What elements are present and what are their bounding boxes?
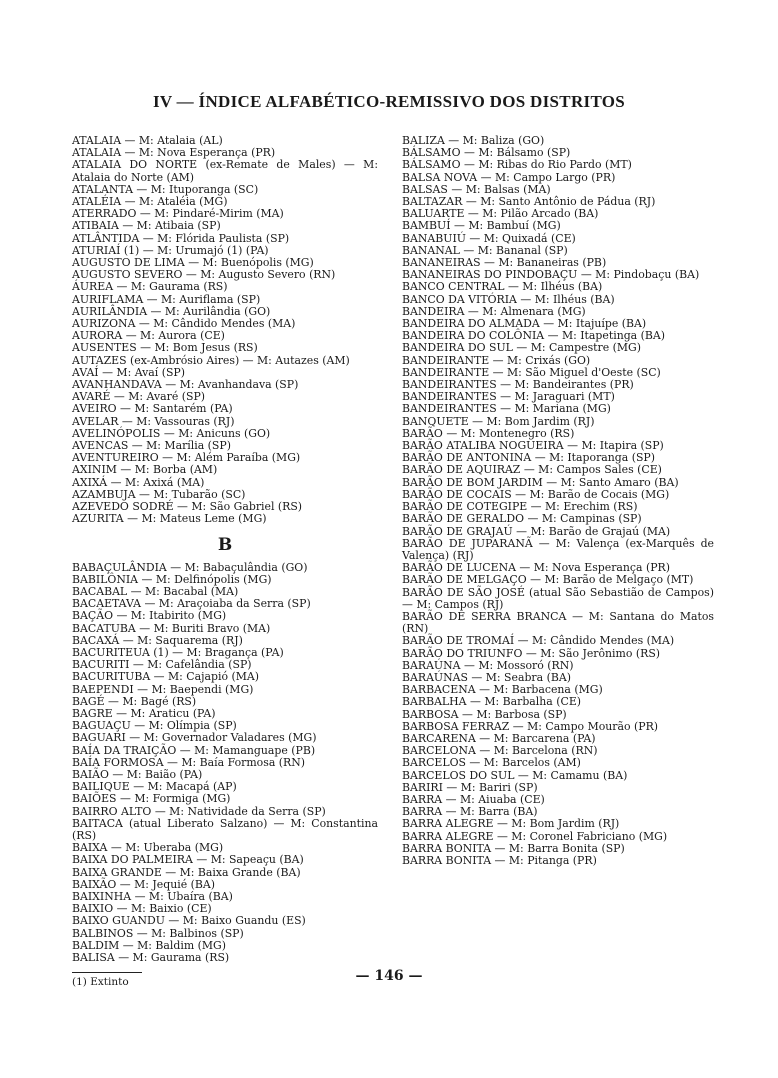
section-letter-b: B [217, 534, 233, 555]
index-entry: BARBOSA — M: Barbosa (SP) [402, 707, 567, 721]
index-entry: BANDEIRA — M: Almenara (MG) [402, 304, 586, 318]
index-entry: BANCO DA VITÓRIA — M: Ilhéus (BA) [402, 292, 615, 306]
index-entry: AURILÂNDIA — M: Aurilândia (GO) [72, 304, 271, 318]
index-entry: BACURITI — M: Cafelândia (SP) [72, 658, 252, 672]
index-entry: BABILÔNIA — M: Delfinópolis (MG) [72, 572, 272, 586]
index-entry: BAITACA (atual Liberato Salzano) — M: Constantina (RS) [72, 816, 378, 842]
index-entry: BARBALHA — M: Barbalha (CE) [402, 695, 582, 709]
index-entry: BAIXA — M: Uberaba (MG) [72, 841, 224, 855]
index-entry: BACATUBA — M: Buriti Bravo (MA) [72, 621, 271, 635]
index-entry: BANDEIRANTES — M: Mariana (MG) [402, 402, 611, 416]
index-entry: AUSENTES — M: Bom Jesus (RS) [72, 341, 258, 355]
index-entry: AVENCAS — M: Marília (SP) [72, 439, 231, 453]
index-entry: AUGUSTO SEVERO — M: Augusto Severo (RN) [72, 268, 336, 282]
index-entry: BARAÚNAS — M: Seabra (BA) [402, 670, 571, 684]
index-entry: BÁLSAMO — M: Bálsamo (SP) [402, 146, 571, 160]
index-entry: AVEIRO — M: Santarém (PA) [72, 402, 233, 416]
index-entry: BAIÃO — M: Baião (PA) [72, 767, 203, 781]
index-entry: AZEVEDO SODRÉ — M: São Gabriel (RS) [72, 500, 303, 514]
index-entry: BALISA — M: Gaurama (RS) [72, 951, 230, 964]
index-entry: BANCO CENTRAL — M: Ilhéus (BA) [402, 280, 603, 294]
index-entry: BARRA BONITA — M: Pitanga (PR) [402, 853, 597, 867]
index-entry: BACAXÁ — M: Saquarema (RJ) [72, 633, 243, 647]
index-entry: AURORA — M: Aurora (CE) [72, 329, 225, 343]
index-entry: BALTAZAR — M: Santo Antônio de Pádua (RJ) [402, 195, 656, 209]
index-entry: ATALANTA — M: Ituporanga (SC) [72, 182, 259, 196]
index-entry: BALIZA — M: Baliza (GO) [402, 134, 545, 147]
index-entry: BARÃO DE LUCENA — M: Nova Esperança (PR) [402, 561, 670, 575]
index-entry: BANDEIRA DO ALMADA — M: Itajuípe (BA) [402, 317, 647, 331]
index-entry: ATIBAIA — M: Atibaia (SP) [72, 219, 221, 233]
index-entry: ATURIAÍ (1) — M: Urumajó (1) (PA) [72, 243, 269, 257]
index-entry: BANDEIRA DO SUL — M: Campestre (MG) [402, 341, 641, 355]
index-entry: AURIZONA — M: Cândido Mendes (MA) [72, 317, 296, 331]
index-entry: BARÃO DE SÃO JOSÉ (atual São Sebastião de Campos) — M: Campos (RJ) [402, 585, 714, 611]
index-entry: BAIÕES — M: Formiga (MG) [72, 792, 231, 806]
index-entry: BARCELOS — M: Barcelos (AM) [402, 756, 581, 770]
index-entry: BAIXINHA — M: Ubaíra (BA) [72, 889, 233, 903]
index-entry: BAÇÃO — M: Itabirito (MG) [72, 609, 227, 623]
index-entry: BARRA — M: Barra (BA) [402, 805, 538, 819]
index-entry: BARÃO DE SERRA BRANCA — M: Santana do Matos (RN) [402, 609, 714, 636]
index-entry: AUGUSTO DE LIMA — M: Buenópolis (MG) [72, 256, 314, 270]
index-entry: AURIFLAMA — M: Auriflama (SP) [72, 292, 261, 306]
index-entry: BAIXO GUANDU — M: Baixo Guandu (ES) [72, 914, 306, 928]
index-entry: BALSAS — M: Balsas (MA) [402, 182, 551, 196]
index-entry: BARCELONA — M: Barcelona (RN) [402, 744, 598, 758]
index-entry: BALDIM — M: Baldim (MG) [72, 938, 226, 952]
index-entry: BARCELOS DO SUL — M: Camamu (BA) [402, 768, 628, 782]
index-entry: BÁLSAMO — M: Ribas do Rio Pardo (MT) [402, 158, 632, 172]
index-entry: BAGRE — M: Araticu (PA) [72, 706, 216, 720]
index-entry: AXINIM — M: Borba (AM) [72, 463, 218, 477]
footnote: (1) Extinto [72, 976, 129, 989]
index-entry: BANANEIRAS DO PINDOBAÇU — M: Pindobaçu (BA) [402, 268, 700, 282]
index-entry: BARRA — M: Aiuaba (CE) [402, 792, 545, 806]
index-entry: BANDEIRANTE — M: São Miguel d'Oeste (SC) [402, 365, 661, 379]
entries-right-list [402, 135, 714, 867]
index-entry: BAIXÃO — M: Jequié (BA) [72, 877, 215, 891]
index-entry: BAIRRO ALTO — M: Natividade da Serra (SP) [72, 804, 326, 818]
index-entry: ATALAIA — M: Atalaia (AL) [72, 134, 223, 147]
index-entry: BARÃO DE MELGAÇO — M: Barão de Melgaço (MT) [402, 573, 694, 587]
index-entry: BALSA NOVA — M: Campo Largo (PR) [402, 170, 616, 184]
index-entry: BANDEIRANTE — M: Crixás (GO) [402, 353, 591, 367]
index-entry: AVAÍ — M: Avaí (SP) [72, 365, 186, 379]
index-entry: BARÃO ATALIBA NOGUEIRA — M: Itapira (SP) [402, 439, 664, 453]
left-column [72, 135, 378, 988]
page-number: — 146 — [355, 968, 423, 984]
index-entry: ATLÂNTIDA — M: Flórida Paulista (SP) [72, 231, 290, 245]
index-entry: BAÍA FORMOSA — M: Baía Formosa (RN) [72, 755, 305, 769]
index-entry: AVARÉ — M: Avaré (SP) [72, 390, 206, 404]
index-entry: ATALAIA DO NORTE (ex-Remate de Males) — M: Atalaia do Norte (AM) [72, 158, 378, 184]
index-entry: AVANHANDAVA — M: Avanhandava (SP) [72, 378, 299, 392]
index-entry: BARÃO DO TRIUNFO — M: São Jerônimo (RS) [402, 646, 661, 660]
index-entry: AVELAR — M: Vassouras (RJ) [72, 414, 235, 428]
index-entry: BANDEIRA DO COLÔNIA — M: Itapetinga (BA) [402, 329, 665, 343]
index-entry: ATERRADO — M: Pindaré-Mirim (MA) [72, 207, 284, 221]
entries-a-list [72, 135, 378, 526]
index-entry: BAIXIO — M: Baixio (CE) [72, 902, 212, 916]
index-entry: BAÍA DA TRAIÇÃO — M: Mamanguape (PB) [72, 743, 316, 757]
index-entry: BARÃO DE JUPARANÃ — M: Valença (ex-Marquês de Valença) (RJ) [402, 536, 714, 562]
index-entry: BARÃO DE GERALDO — M: Campinas (SP) [402, 512, 642, 526]
right-column [402, 135, 714, 867]
page-title: IV — ÍNDICE ALFABÉTICO-REMISSIVO DOS DISTRITOS [152, 92, 626, 111]
index-entry: BANANAL — M: Bananal (SP) [402, 243, 568, 257]
index-entry: BACABAL — M: Bacabal (MA) [72, 584, 239, 598]
index-entry: BAIXA DO PALMEIRA — M: Sapeaçu (BA) [72, 853, 304, 867]
entries-b-list [72, 562, 378, 965]
index-entry: AUTAZES (ex-Ambrósio Aires) — M: Autazes (AM) [72, 353, 350, 367]
index-entry: BAMBUÍ — M: Bambuí (MG) [402, 219, 561, 233]
index-entry: BANDEIRANTES — M: Jaraguari (MT) [402, 390, 615, 404]
index-entry: BARÃO DE TROMAÍ — M: Cândido Mendes (MA) [402, 634, 675, 648]
index-entry: ATALÉIA — M: Ataléia (MG) [72, 195, 228, 209]
index-entry: BARÃO DE ANTONINA — M: Itaporanga (SP) [402, 451, 655, 465]
index-entry: BARCARENA — M: Barcarena (PA) [402, 731, 596, 745]
index-entry: BAGUAÇU — M: Olímpia (SP) [72, 719, 237, 733]
index-entry: BARRA ALEGRE — M: Bom Jardim (RJ) [402, 817, 620, 831]
index-entry: BARÃO DE BOM JARDIM — M: Santo Amaro (BA) [402, 475, 679, 489]
index-entry: BACAETAVA — M: Araçoiaba da Serra (SP) [72, 597, 311, 611]
index-entry: BANABUIÚ — M: Quixadá (CE) [402, 231, 576, 245]
index-entry: BACURITEUA (1) — M: Bragança (PA) [72, 645, 284, 659]
index-entry: BAILIQUE — M: Macapá (AP) [72, 780, 237, 794]
index-entry: BALUARTE — M: Pilão Arcado (BA) [402, 207, 599, 221]
index-entry: BALBINOS — M: Balbinos (SP) [72, 926, 244, 940]
index-entry: BAEPENDI — M: Baependi (MG) [72, 682, 254, 696]
index-entry: BANDEIRANTES — M: Bandeirantes (PR) [402, 378, 634, 392]
index-entry: BABAÇULÂNDIA — M: Babaçulândia (GO) [72, 560, 308, 574]
index-entry: BARBOSA FERRAZ — M: Campo Mourão (PR) [402, 719, 659, 733]
index-entry: AZURITA — M: Mateus Leme (MG) [72, 512, 267, 526]
index-entry: BARÃO DE COTEGIPE — M: Erechim (RS) [402, 500, 638, 514]
index-entry: BACURITUBA — M: Cajapió (MA) [72, 670, 259, 684]
index-entry: BARBACENA — M: Barbacena (MG) [402, 683, 603, 697]
index-entry: BANANEIRAS — M: Bananeiras (PB) [402, 256, 607, 270]
index-entry: BAGUARI — M: Governador Valadares (MG) [72, 731, 317, 745]
index-entry: BARIRI — M: Bariri (SP) [402, 780, 538, 794]
index-entry: BANQUETE — M: Bom Jardim (RJ) [402, 414, 595, 428]
index-entry: AVELINÓPOLIS — M: Anicuns (GO) [72, 426, 271, 440]
index-entry: ÁUREA — M: Gaurama (RS) [72, 280, 228, 294]
index-entry: BARRA BONITA — M: Barra Bonita (SP) [402, 841, 625, 855]
index-entry: AVENTUREIRO — M: Além Paraíba (MG) [72, 451, 301, 465]
index-entry: AXIXÁ — M: Axixá (MA) [72, 475, 205, 489]
index-entry: BARRA ALEGRE — M: Coronel Fabriciano (MG) [402, 829, 668, 843]
index-entry: ATALAIA — M: Nova Esperança (PR) [72, 146, 276, 160]
index-entry: BAIXA GRANDE — M: Baixa Grande (BA) [72, 865, 301, 879]
index-entry: BARÃO DE COCAIS — M: Barão de Cocais (MG) [402, 487, 670, 501]
index-entry: BARAÚNA — M: Mossoró (RN) [402, 658, 574, 672]
index-entry: BARÃO DE AQUIRAZ — M: Campos Sales (CE) [402, 463, 662, 477]
index-entry: AZAMBUJA — M: Tubarão (SC) [72, 487, 246, 501]
index-entry: BAGÉ — M: Bagé (RS) [72, 694, 197, 708]
index-entry: BARÃO DE GRAJAÚ — M: Barão de Grajaú (MA) [402, 524, 671, 538]
index-entry: BARÃO — M: Montenegro (RS) [402, 426, 575, 440]
